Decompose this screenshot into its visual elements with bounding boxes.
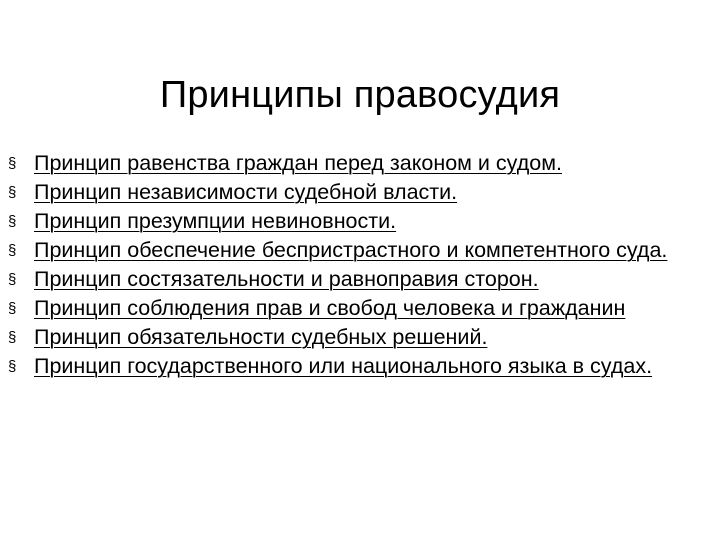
list-item-text: Принцип обязательности судебных решений. (34, 325, 488, 349)
list-item-text: Принцип презумпции невиновности. (34, 209, 397, 233)
list-item (8, 178, 708, 207)
section-sign-bullet-icon: § (8, 155, 17, 172)
section-sign-bullet-icon: § (8, 242, 17, 259)
section-sign-bullet-icon: § (8, 213, 17, 230)
list-item (8, 149, 708, 178)
list-item (8, 207, 708, 236)
list-item (8, 294, 708, 323)
list-item-text: Принцип соблюдения прав и свобод человека и гражданин (34, 296, 626, 320)
section-sign-bullet-icon: § (8, 329, 17, 346)
list-item (8, 265, 708, 294)
list-item (8, 323, 708, 352)
list-item (8, 236, 708, 265)
section-sign-bullet-icon: § (8, 358, 17, 375)
list-item-text: Принцип состязательности и равноправия сторон. (34, 267, 539, 291)
list-item-text: Принцип равенства граждан перед законом и судом. (34, 151, 562, 175)
list-item-text: Принцип независимости судебной власти. (34, 180, 458, 204)
list-item-text: Принцип государственного или национального языка в судах. (34, 354, 653, 378)
section-sign-bullet-icon: § (8, 184, 17, 201)
list-item (8, 352, 708, 381)
list-item-text: Принцип обеспечение беспристрастного и компетентного суда. (34, 238, 668, 262)
section-sign-bullet-icon: § (8, 271, 17, 288)
principles-list (8, 149, 708, 381)
section-sign-bullet-icon: § (8, 300, 17, 317)
slide-title: Принципы правосудия (159, 74, 561, 117)
